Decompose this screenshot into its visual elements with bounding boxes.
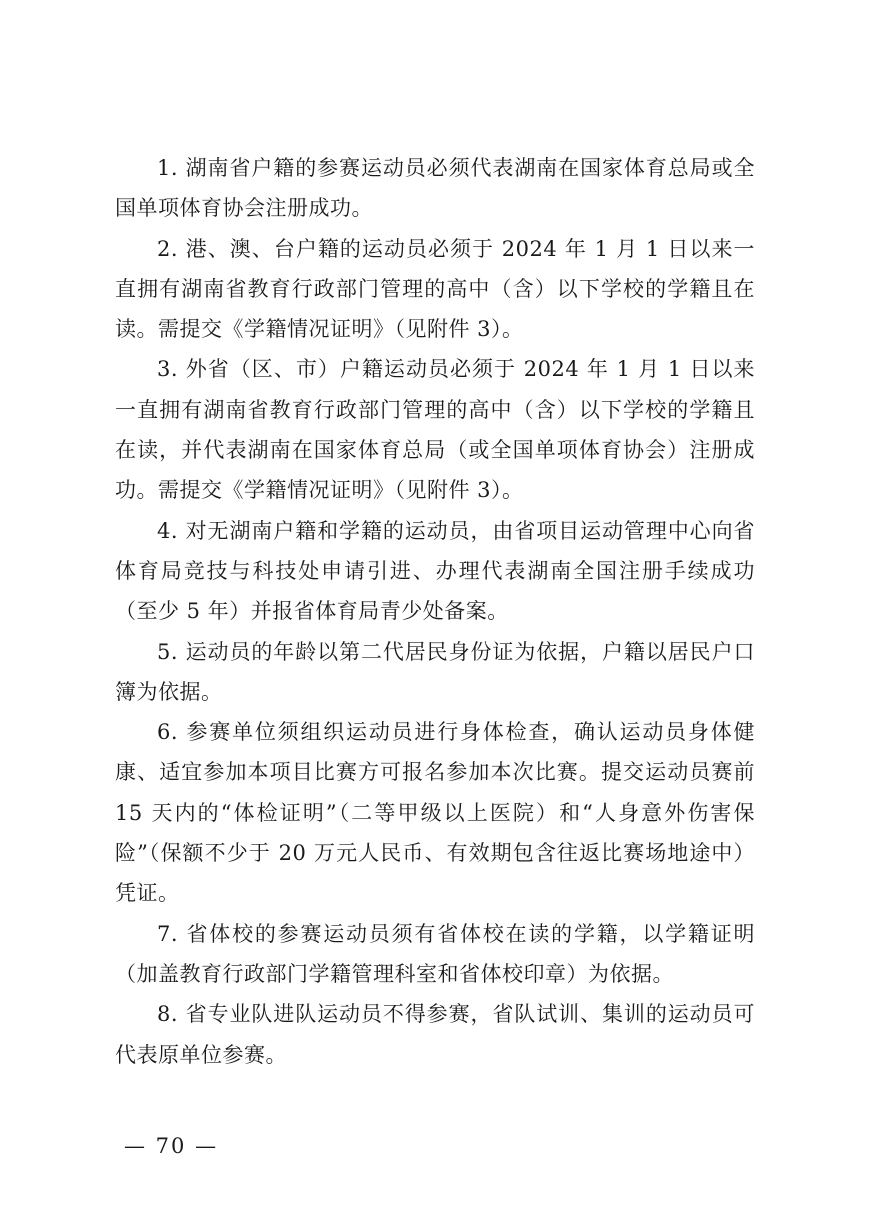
paragraph-4: 4. 对无湖南户籍和学籍的运动员，由省项目运动管理中心向省体育局竞技与科技处申请引进、办理代表湖南全国注册手续成功（至少 5 年）并报省体育局青少处备案。: [115, 518, 755, 624]
paragraph-8: 8. 省专业队进队运动员不得参赛，省队试训、集训的运动员可代表原单位参赛。: [115, 1002, 755, 1067]
paragraph-7: 7. 省体校的参赛运动员须有省体校在读的学籍，以学籍证明（加盖教育行政部门学籍管理科室和省体校印章）为依据。: [115, 921, 755, 986]
body-text: [115, 148, 755, 1075]
paragraph-2: 2. 港、澳、台户籍的运动员必须于 2024 年 1 月 1 日以来一直拥有湖南省教育行政部门管理的高中（含）以下学校的学籍且在读。需提交《学籍情况证明》（见附件 3）。: [115, 236, 755, 342]
paragraph-5: 5. 运动员的年龄以第二代居民身份证为依据，户籍以居民户口簿为依据。: [115, 639, 755, 704]
paragraph-3: 3. 外省（区、市）户籍运动员必须于 2024 年 1 月 1 日以来一直拥有湖南省教育行政部门管理的高中（含）以下学校的学籍且在读，并代表湖南在国家体育总局（或全国单项体育协会）注册成功。需提交《学籍情况证明》（见附件 3）。: [115, 357, 755, 503]
page-number: — 70 —: [124, 1134, 219, 1158]
paragraph-6: 6. 参赛单位须组织运动员进行身体检查，确认运动员身体健康、适宜参加本项目比赛方可报名参加本次比赛。提交运动员赛前 15 天内的“体检证明”（二等甲级以上医院）和“人身意外伤害保险”（保额不少于 20 万元人民币、有效期包含往返比赛场地途中）凭证。: [115, 720, 755, 906]
paragraph-1: 1. 湖南省户籍的参赛运动员必须代表湖南在国家体育总局或全国单项体育协会注册成功。: [115, 156, 755, 221]
